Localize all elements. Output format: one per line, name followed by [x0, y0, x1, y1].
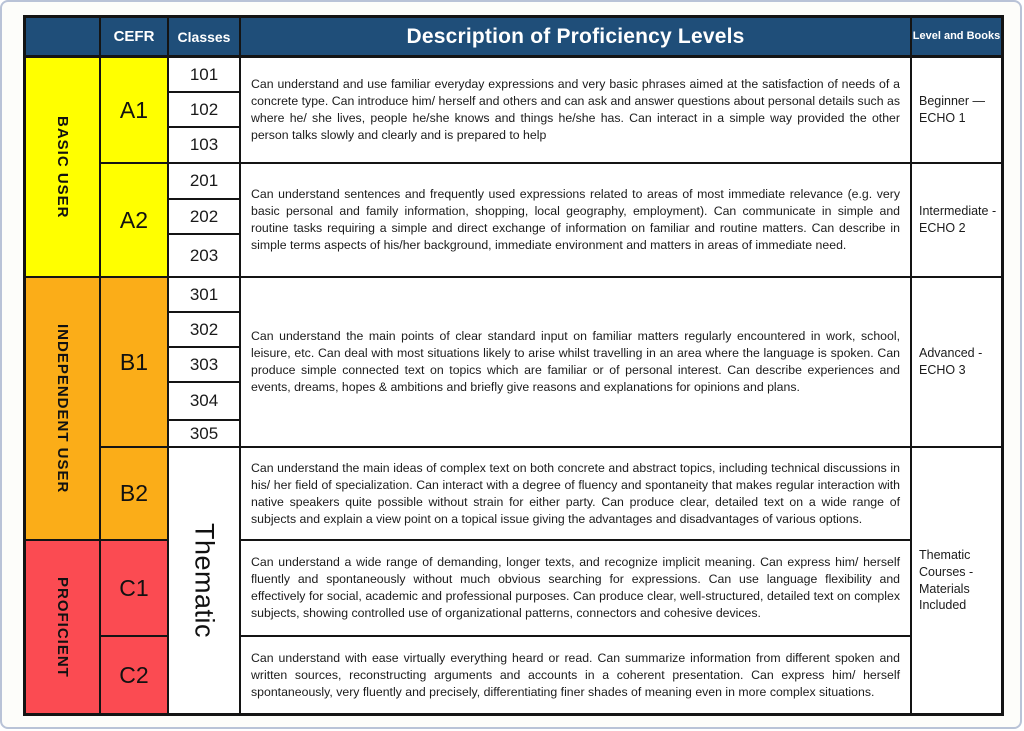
user-band-independent: INDEPENDENT USER — [26, 278, 101, 541]
cefr-cell-a2: A2 — [101, 164, 169, 278]
header-classes: Classes — [169, 18, 241, 58]
class-cell-302: 302 — [169, 313, 241, 348]
header-cefr: CEFR — [101, 18, 169, 58]
user-band-basic: BASIC USER — [26, 58, 101, 278]
cefr-cell-c1: C1 — [101, 541, 169, 637]
books-cell-beginner: Beginner — ECHO 1 — [912, 58, 1001, 164]
description-cell-a1 — [241, 58, 912, 164]
description-text: Can understand sentences and frequently used expressions related to areas of most immediate relevance (e.g. very basic personal and family information, shopping, local geography, employment). Can communicate in simple and routine tasks requiring a simple and direct exchange of information on familiar and routine matters. Can describe in simple terms aspects of his/her background, immediate environment and matters in areas of immediate need. — [251, 187, 900, 252]
cefr-cell-b1: B1 — [101, 278, 169, 448]
description-text: Can understand a wide range of demanding, longer texts, and recognize implicit meaning. Can express him/ herself fluently and spontaneously without much obvious searching for expressions. Can use language flexibility and effectively for social, academic and professional purposes. Can produce clear, well-structured, detailed text on complex subjects, showing controlled use of organizational patterns, connectors and cohesive devices. — [251, 555, 900, 620]
cefr-cell-c2: C2 — [101, 637, 169, 713]
cefr-cell-b2: B2 — [101, 448, 169, 541]
cefr-proficiency-table — [23, 15, 1004, 716]
books-cell-thematic: Thematic Courses - Materials Included — [912, 448, 1001, 713]
description-cell-b2 — [241, 448, 912, 541]
description-cell-a2 — [241, 164, 912, 278]
class-cell-thematic: Thematic — [169, 448, 241, 713]
class-cell-304: 304 — [169, 383, 241, 421]
class-cell-201: 201 — [169, 164, 241, 200]
description-cell-c1 — [241, 541, 912, 637]
class-cell-303: 303 — [169, 348, 241, 383]
header-level-and-books: Level and Books — [912, 18, 1001, 58]
description-text: Can understand with ease virtually everything heard or read. Can summarize information from different spoken and written sources, reconstructing arguments and accounts in a coherent presentation. Can express him/ herself spontaneously, very fluently and precisely, differentiating finer shades of meaning even in more complex situations. — [251, 650, 900, 699]
class-cell-103: 103 — [169, 128, 241, 164]
class-cell-101: 101 — [169, 58, 241, 93]
description-text: Can understand the main ideas of complex text on both concrete and abstract topics, including technical discussions in his/ her field of specialization. Can interact with a degree of fluency and spontaneity that makes regular interaction with native speakers quite possible without strain for either party. Can produce clear, detailed text on a wide range of subjects and explain a view point on a topical issue giving the advantages and disadvantages of various options. — [251, 460, 900, 526]
class-cell-203: 203 — [169, 235, 241, 278]
description-cell-b1 — [241, 278, 912, 448]
books-cell-intermediate: Intermediate - ECHO 2 — [912, 164, 1001, 278]
class-cell-102: 102 — [169, 93, 241, 128]
books-cell-advanced: Advanced - ECHO 3 — [912, 278, 1001, 448]
user-band-proficient: PROFICIENT — [26, 541, 101, 713]
header-description: Description of Proficiency Levels — [241, 18, 912, 58]
header-user-band — [26, 18, 101, 58]
cefr-cell-a1: A1 — [101, 58, 169, 164]
class-cell-202: 202 — [169, 200, 241, 235]
description-cell-c2 — [241, 637, 912, 713]
description-text: Can understand the main points of clear standard input on familiar matters regularly encountered in work, school, leisure, etc. Can deal with most situations likely to arise whilst travelling in an area where the language is spoken. Can produce simple connected text on topics which are familiar or of personal interest. Can describe experiences and events, dreams, hopes & ambitions and briefly give reasons and explanations for opinions and plans. — [251, 329, 900, 394]
class-cell-301: 301 — [169, 278, 241, 313]
class-cell-305: 305 — [169, 421, 241, 448]
description-text: Can understand and use familiar everyday expressions and very basic phrases aimed at the satisfaction of needs of a concrete type. Can introduce him/ herself and others and can ask and answer questions about personal details such as where he/ she lives, people he/she knows and things he/she has. Can interact in a simple way provided the other person talks slowly and clearly and is prepared to help — [251, 77, 900, 142]
